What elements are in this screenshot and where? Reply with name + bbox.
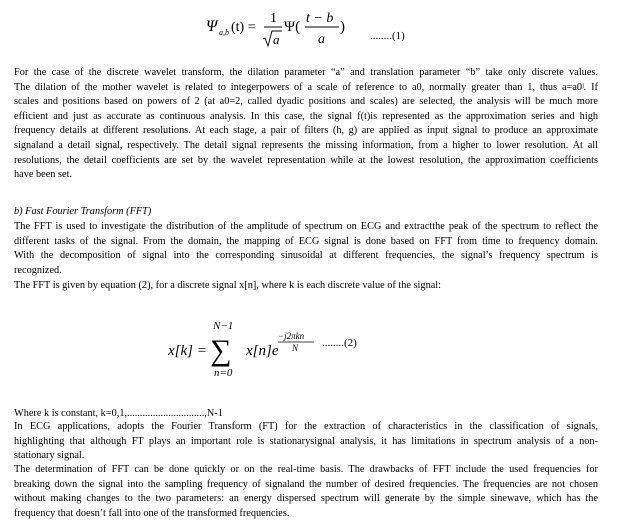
eq1-rhs-close: ) [340, 19, 345, 35]
text-line: have been set. [14, 169, 73, 181]
paragraph-fft-intro [14, 220, 598, 278]
text-line: Where k is constant, k=0,1,..............................,N-1 [14, 408, 223, 419]
eq1-frac-num: 1 [270, 11, 277, 26]
paragraph-fft-drawbacks [14, 463, 598, 521]
eq1-lhs-sub: a,b [219, 28, 229, 37]
fft-equation [168, 318, 608, 380]
eq1-lhs-symbol: Ψ [206, 18, 218, 35]
eq1-rhs-symbol: Ψ( [284, 19, 301, 35]
text-line: The determination of FFT can be done quickly or on the real-time basis. The drawbacks of FFT include the used frequencies for [14, 464, 598, 475]
text-line: different tasks of the signal. From the domain, the mapping of ECG signal is done based on FFT from time to frequency domain. [14, 235, 598, 247]
text-line: For the case of the discrete wavelet transform, the dilation parameter “a” and translation parameter “b” take only discrete values. [14, 67, 598, 78]
text-line: efficient and just as accurate as continuous analysis. In this case, the signal f(t)is represented as the approximation series and high [14, 110, 598, 122]
text-line: highlighting that although FT plays an important role is stationarysignal analysis, it has limitations in spectrum analysis of a non- [14, 435, 598, 447]
eq2-number: ........(2) [322, 337, 357, 349]
text-line: The FFT is given by equation (2), for a discrete signal x[n], where k is each discrete value of the signal: [14, 280, 442, 291]
section-heading-fft: b) Fast Fourier Transform (FFT) [14, 206, 152, 217]
eq2-sum-symbol: ∑ [210, 334, 232, 367]
text-line: In ECG applications, adopts the Fourier Transform (FT) for the extraction of characteristics in the classification of signals, [14, 421, 598, 432]
text-line: resolutions, the detail coefficients are set by the wavelet representation while at the lowest resolution, the approximation coefficients [14, 154, 598, 166]
paragraph-dwt [14, 66, 598, 183]
text-line: stationary signal. [14, 450, 85, 462]
text-line: recognized. [14, 264, 62, 276]
eq1-number: ........(1) [370, 30, 405, 42]
eq2-lhs: x[k] = [168, 343, 207, 359]
eq2-term: x[n]e [246, 343, 279, 359]
text-line: With the decomposition of signal into the corresponding sinusoidal at different frequencies, the signal’s frequency spectrum is [14, 250, 598, 262]
text-line: frequency that doesn’t fall into one of the transformed frequencies. [14, 507, 290, 519]
eq2-sum-upper: N−1 [213, 320, 234, 332]
text-line: The FFT is used to investigate the distribution of the amplitude of spectrum on ECG and extractthe peak of the spectrum to reflect the [14, 221, 598, 232]
eq2-sum-lower: n=0 [214, 367, 233, 379]
eq2-exp-den: N [292, 343, 299, 353]
paragraph-fft-equation-intro [14, 279, 598, 294]
eq1-rhs-num: t − b [306, 11, 334, 26]
wavelet-equation [206, 4, 626, 52]
text-line: breaking down the signal into the sampling frequency of signaland the number of desired frequencies. The frequencies are not chosen [14, 478, 598, 490]
eq2-exp-num: −j2πkn [278, 331, 305, 341]
text-line: frequency details at different resolutions. At each stage, a pair of filters (h, g) are applied as input signal to produce an approximate [14, 125, 598, 137]
eq1-frac-den: a [273, 32, 280, 47]
text-line: The dilation of the mother wavelet is related to integerpowers of a scale of reference to a0, normally greater than 1, thus a=a0ʲ. If [14, 81, 598, 93]
eq1-rhs-den: a [318, 32, 325, 47]
paragraph-ecg-ft [14, 420, 598, 464]
eq1-lhs-arg: (t) = [231, 20, 256, 35]
text-line: without making changes to the two parameters: an energy dispersed spectrum will generate by the simple sinewave, which has the [14, 493, 598, 505]
text-line: scales and positions based on powers of 2 (at a0=2, called dyadic positions and scales) are selected, the analysis will be much more [14, 96, 598, 108]
text-line: signaland a detail signal, respectively. The detail signal represents the missing information, from a higher to lower resolution. At all [14, 139, 598, 151]
